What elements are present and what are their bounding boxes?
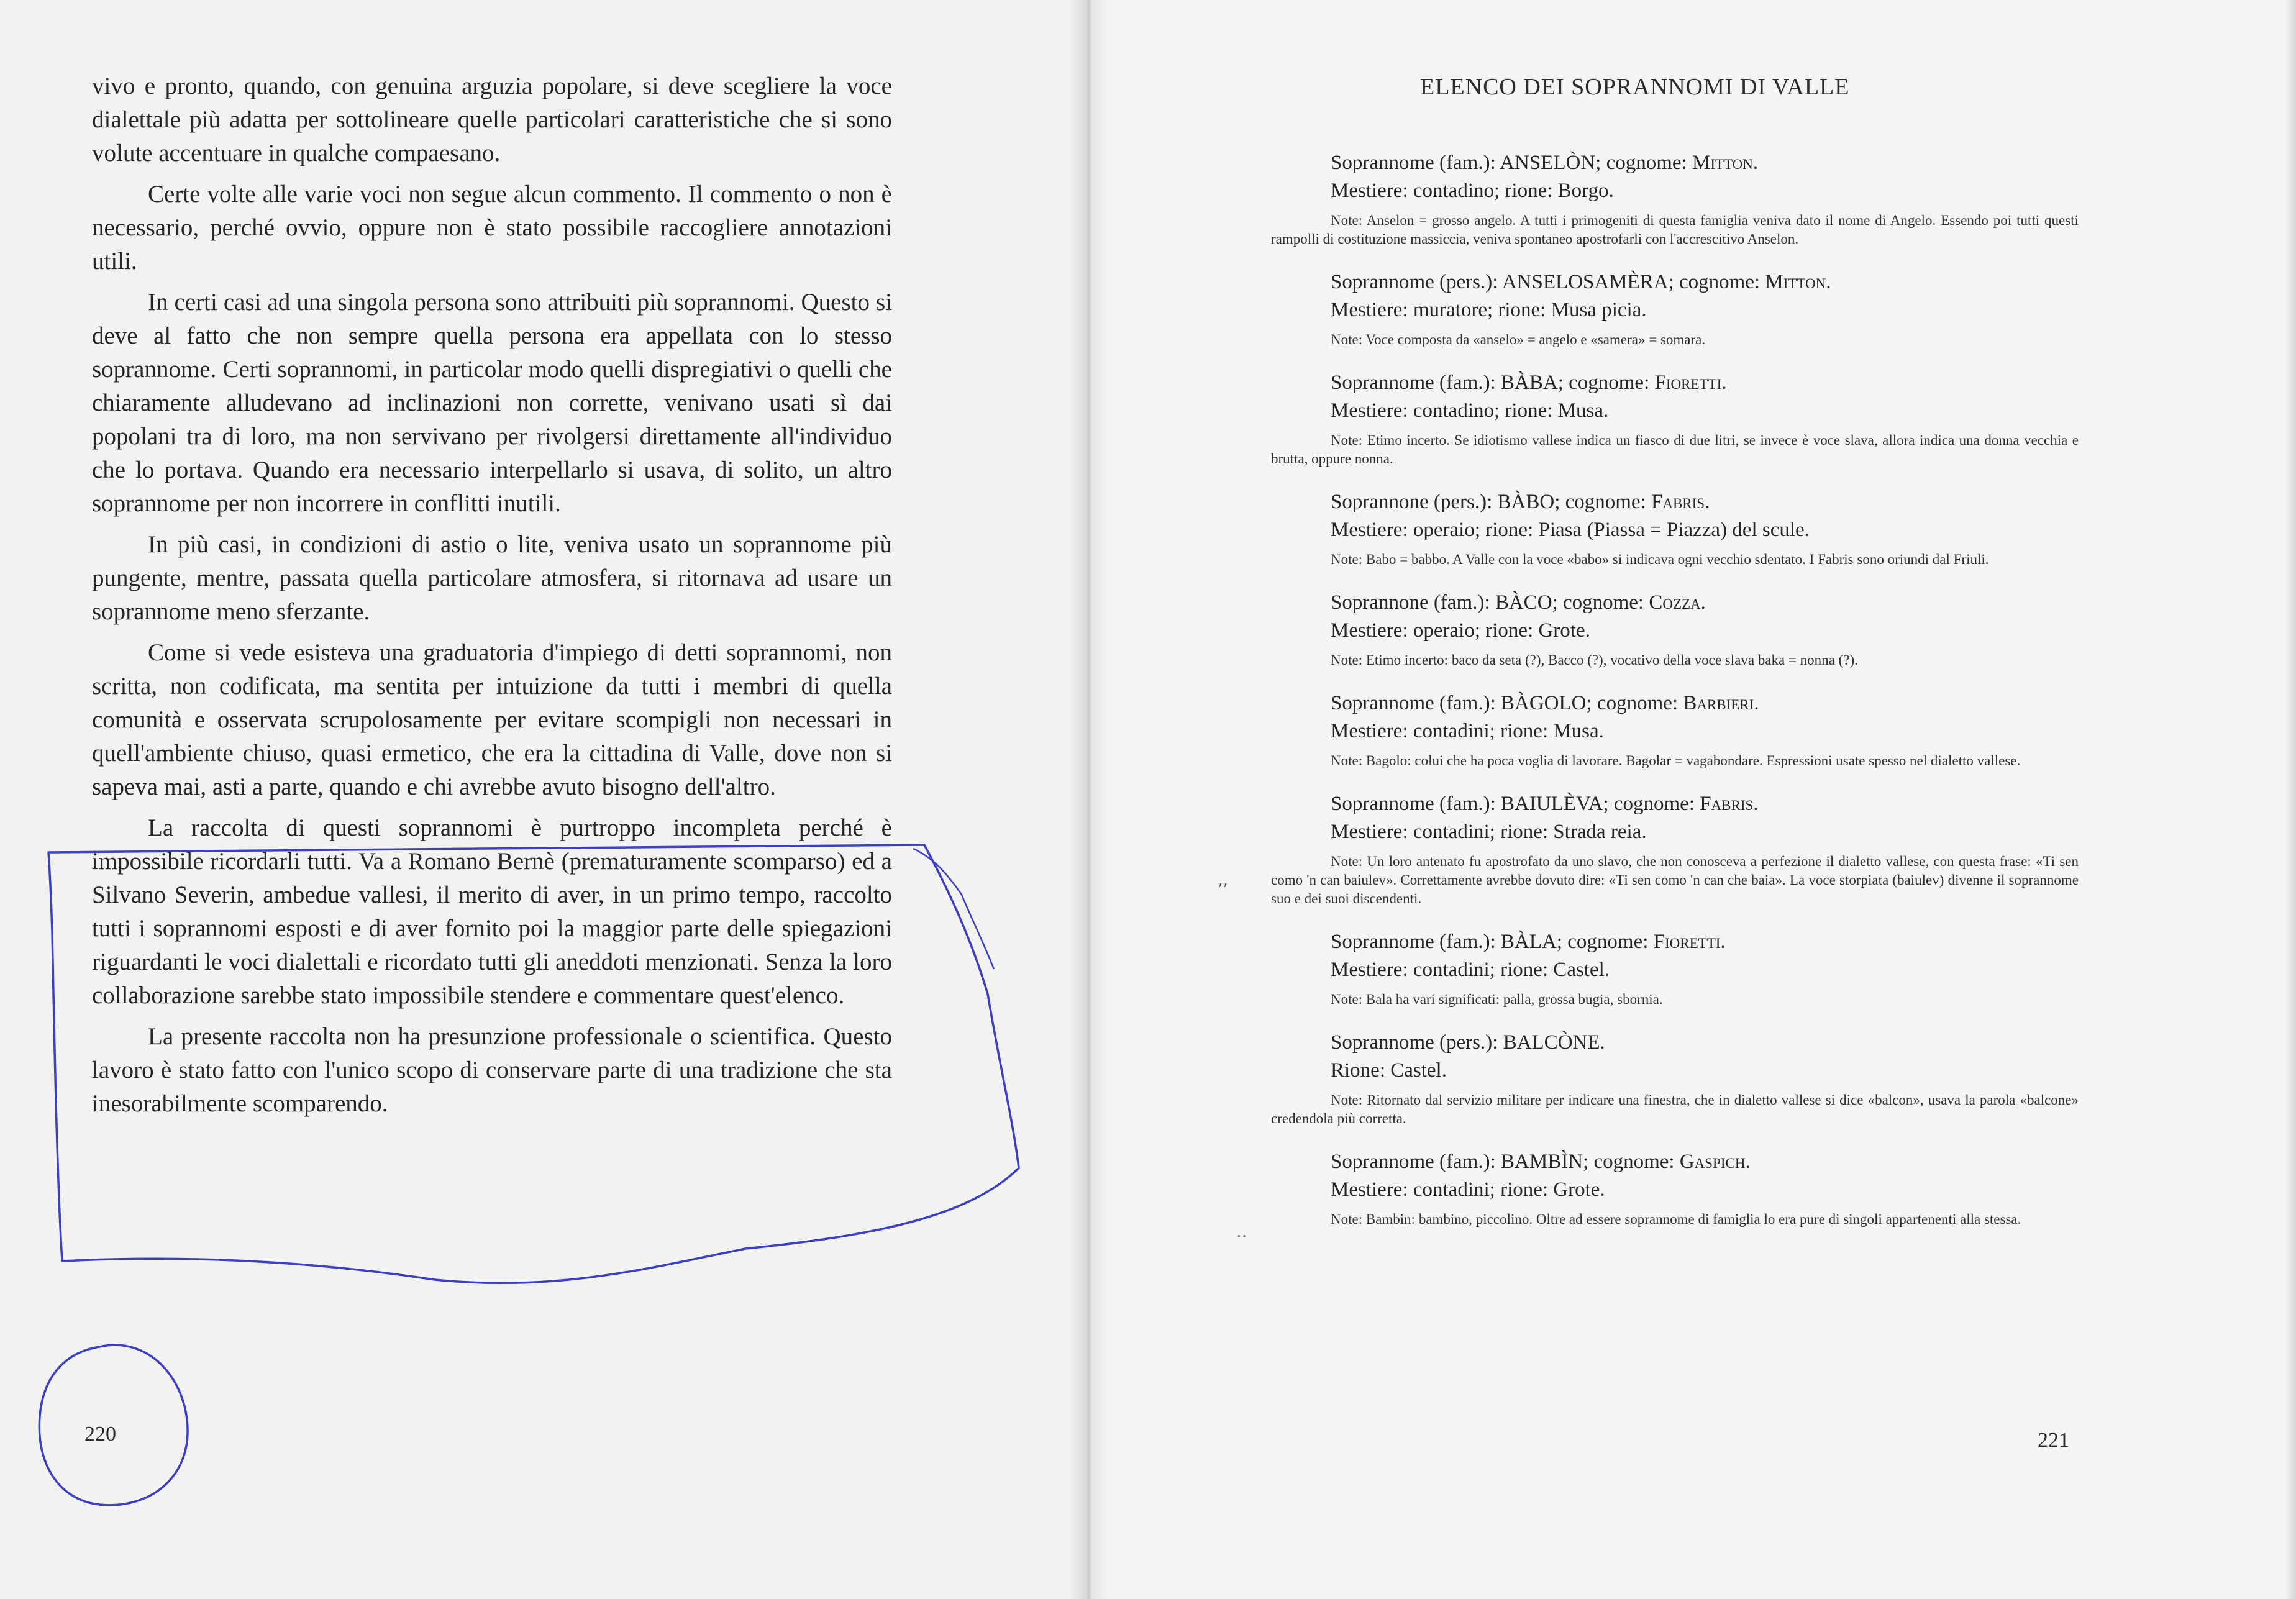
entry-line1	[1271, 369, 2079, 397]
entry-line2: Mestiere: contadini; rione: Musa.	[1331, 720, 1604, 742]
entry-nickname: Soprannone (pers.): BÀBO; cognome:	[1331, 491, 1651, 513]
stray-mark: ’’	[1218, 881, 1228, 900]
left-body-text	[92, 70, 892, 1128]
entry-note: Note: Etimo incerto. Se idiotismo vallese indica un fiasco di due litri, se invece è voce slava, allora indica una donna vecchia e brutta, oppure nonna.	[1271, 432, 2079, 467]
entry-line1	[1271, 149, 2079, 177]
entry-line2: Mestiere: contadini; rione: Grote.	[1331, 1178, 1605, 1201]
entry-surname: Mitton.	[1692, 152, 1759, 174]
paragraph-boxed: La raccolta di questi soprannomi è purtroppo incompleta perché è impossibile ricordarli tutti. Va a Romano Bernè (prematuramente scomparso) ed a Silvano Severin, ambedue vallesi, il merito di aver, in un primo tempo, raccolto tutti i soprannomi esposti e di aver fornito poi la maggior parte delle spiegazioni riguardanti le voci dialettali e ricordato tutti gli aneddoti menzionati. Senza la loro collaborazione sarebbe stato impossibile stendere e commentare quest'elenco.	[92, 814, 892, 1009]
paragraph: Certe volte alle varie voci non segue alcun commento. Il commento o non è necessario, perché ovvio, oppure non è stato possibile raccogliere annotazioni utili.	[92, 181, 892, 275]
entry-surname: Mitton.	[1765, 271, 1831, 293]
entry-nickname: Soprannome (pers.): ANSELOSAMÈRA; cognome:	[1331, 271, 1765, 293]
entry-surname: Gaspich.	[1679, 1150, 1751, 1173]
entry-line2: Mestiere: operaio; rione: Piasa (Piassa = Piazza) del scule.	[1331, 519, 1810, 541]
entry-surname: Barbieri.	[1683, 692, 1759, 714]
entry-nickname: Soprannome (fam.): BAIULÈVA; cognome:	[1331, 793, 1700, 815]
entry-nickname: Soprannome (fam.): BAMBÌN; cognome:	[1331, 1150, 1680, 1173]
entry-surname: Fioretti.	[1653, 931, 1726, 953]
list-item	[1271, 1029, 2079, 1128]
paragraph: Come si vede esisteva una graduatoria d'impiego di detti soprannomi, non scritta, non codificata, ma sentita per intuizione da tutti i membri di quella comunità e osservata scrupolosamente per evitare scompigli non necessari in quell'ambiente chiuso, quasi ermetico, che era la cittadina di Valle, dove non si sapeva mai, asti a parte, quando e chi avrebbe avuto bisogno dell'altro.	[92, 639, 892, 800]
list-item	[1271, 589, 2079, 670]
entry-line1	[1271, 690, 2079, 718]
entry-nickname: Soprannone (fam.): BÀCO; cognome:	[1331, 591, 1649, 614]
entry-line1	[1271, 1148, 2079, 1176]
entry-nickname: Soprannome (fam.): BÀBA; cognome:	[1331, 371, 1655, 394]
entry-nickname: Soprannome (pers.): BALCÒNE.	[1331, 1031, 1605, 1054]
entry-line2: Mestiere: contadino; rione: Borgo.	[1331, 180, 1614, 202]
entry-surname: Fabris.	[1700, 793, 1759, 815]
nickname-list	[1271, 149, 2079, 1249]
entry-note: Note: Etimo incerto: baco da seta (?), Bacco (?), vocativo della voce slava baka = nonna (?).	[1331, 652, 1858, 668]
paragraph-boxed: La presente raccolta non ha presunzione professionale o scientifica. Questo lavoro è stato fatto con l'unico scopo di conservare parte di una tradizione che sta inesorabilmente scomparendo.	[92, 1023, 892, 1117]
entry-line2: Mestiere: muratore; rione: Musa picia.	[1331, 299, 1647, 321]
entry-note: Note: Babo = babbo. A Valle con la voce «babo» si indicava ogni vecchio sdentato. I Fabris sono oriundi dal Friuli.	[1331, 552, 1989, 567]
entry-line1	[1271, 1029, 2079, 1057]
list-item	[1271, 268, 2079, 349]
page-number-right: 221	[2038, 1429, 2069, 1452]
entry-note: Note: Ritornato dal servizio militare per indicare una finestra, che in dialetto vallese si dice «balcon», usava la parola «balcone» credendola più corretta.	[1271, 1092, 2079, 1126]
list-item	[1271, 369, 2079, 468]
entry-line1	[1271, 928, 2079, 956]
entry-line2: Mestiere: contadini; rione: Strada reia.	[1331, 821, 1647, 843]
paragraph: In più casi, in condizioni di astio o lite, veniva usato un soprannome più pungente, mentre, passata quella particolare atmosfera, si ritornava ad usare un soprannome meno sferzante.	[92, 531, 892, 625]
entry-line2: Mestiere: contadini; rione: Castel.	[1331, 959, 1610, 981]
page-heading: ELENCO DEI SOPRANNOMI DI VALLE	[1420, 74, 1850, 100]
left-page	[0, 0, 1086, 1599]
page-number-left: 220	[84, 1423, 116, 1446]
entry-line2: Mestiere: contadino; rione: Musa.	[1331, 399, 1609, 422]
entry-line1	[1271, 488, 2079, 516]
entry-line1	[1271, 268, 2079, 296]
stray-mark: ‥	[1236, 1223, 1247, 1241]
entry-surname: Fioretti.	[1654, 371, 1727, 394]
entry-nickname: Soprannome (fam.): BÀLA; cognome:	[1331, 931, 1654, 953]
entry-surname: Fabris.	[1651, 491, 1710, 513]
entry-line2: Rione: Castel.	[1331, 1059, 1447, 1082]
list-item	[1271, 928, 2079, 1009]
entry-line1	[1271, 589, 2079, 617]
entry-note: Note: Voce composta da «anselo» = angelo e «samera» = somara.	[1331, 332, 1706, 347]
book-gutter	[1070, 0, 1107, 1599]
entry-note: Note: Un loro antenato fu apostrofato da uno slavo, che non conosceva a perfezione il dialetto vallese, con questa frase: «Ti sen como 'n can baiulev». Correttamente avrebbe dovuto dire: «Ti sen como 'n can che baia». La voce storpiata (baiulev) divenne il soprannome suo e dei suoi discendenti.	[1271, 854, 2079, 906]
page-edge-shadow	[2285, 0, 2296, 1599]
entry-note: Note: Bagolo: colui che ha poca voglia di lavorare. Bagolar = vagabondare. Espressioni usate spesso nel dialetto vallese.	[1331, 753, 2021, 768]
entry-note: Note: Bala ha vari significati: palla, grossa bugia, sbornia.	[1331, 991, 1663, 1007]
entry-line2: Mestiere: operaio; rione: Grote.	[1331, 619, 1590, 642]
entry-note: Note: Anselon = grosso angelo. A tutti i primogeniti di questa famiglia veniva dato il nome di Angelo. Essendo poi tutti questi rampolli di costituzione massiccia, veniva spontaneo apostrofarli con l'accrescitivo Anselon.	[1271, 212, 2079, 247]
list-item	[1271, 690, 2079, 770]
entry-line1	[1271, 790, 2079, 818]
list-item	[1271, 488, 2079, 569]
list-item	[1271, 149, 2079, 248]
list-item	[1271, 1148, 2079, 1229]
entry-surname: Cozza.	[1649, 591, 1706, 614]
paragraph: In certi casi ad una singola persona sono attribuiti più soprannomi. Questo si deve al fatto che non sempre quella persona era appellata con lo stesso soprannome. Certi soprannomi, in particolar modo quelli dispregiativi o quelli che chiaramente alludevano ad inclinazioni non corrette, venivano usati sì dai popolani tra di loro, ma non servivano per rivolgersi direttamente all'individuo che lo portava. Quando era necessario interpellarlo si usava, di solito, un altro soprannome per non incorrere in conflitti inutili.	[92, 289, 892, 517]
entry-nickname: Soprannome (fam.): BÀGOLO; cognome:	[1331, 692, 1683, 714]
paragraph: vivo e pronto, quando, con genuina arguzia popolare, si deve scegliere la voce dialettale più adatta per sottolineare quelle particolari caratteristiche che si sono volute accentuare in qualche compaesano.	[92, 73, 892, 166]
list-item	[1271, 790, 2079, 908]
entry-note: Note: Bambin: bambino, piccolino. Oltre ad essere soprannome di famiglia lo era pure di singoli appartenenti alla stessa.	[1331, 1211, 2021, 1227]
entry-nickname: Soprannome (fam.): ANSELÒN; cognome:	[1331, 152, 1692, 174]
